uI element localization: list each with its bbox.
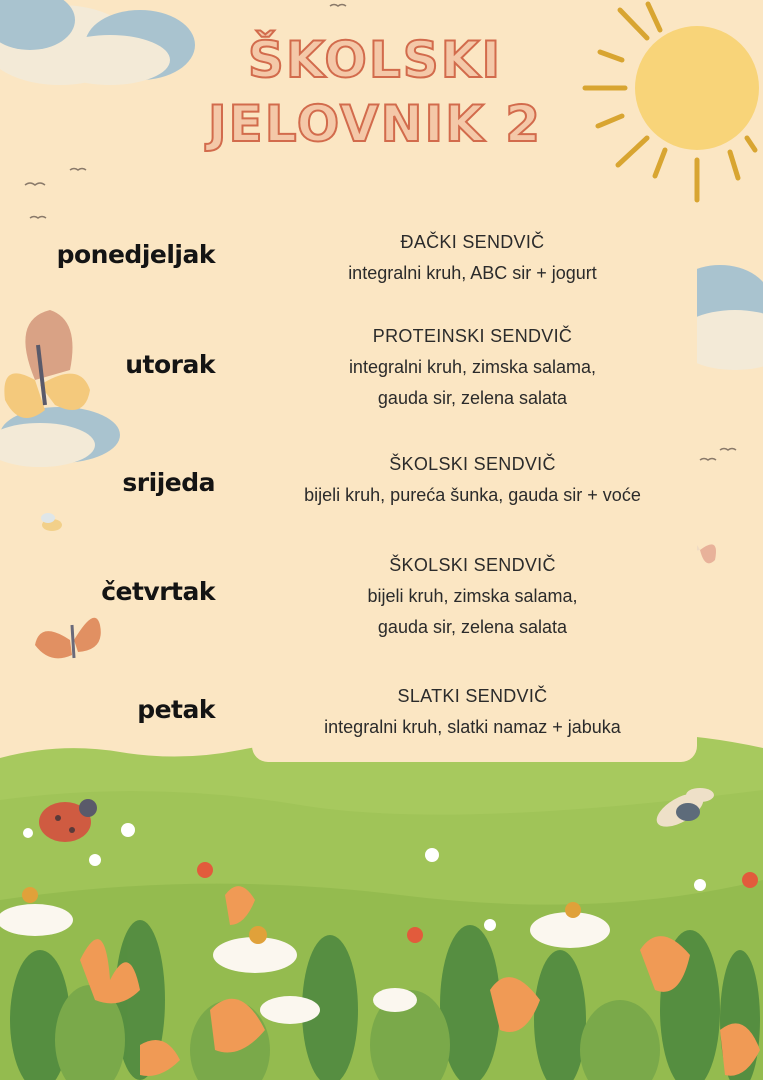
- meal-description: integralni kruh, slatki namaz + jabuka: [324, 717, 621, 737]
- meal-description: gauda sir, zelena salata: [377, 617, 568, 637]
- meal-thursday: [260, 550, 685, 643]
- meal-description: integralni kruh, zimska salama,: [348, 357, 597, 377]
- sun-icon: [585, 4, 759, 200]
- meal-description: integralni kruh, ABC sir + jogurt: [348, 263, 597, 283]
- meal-monday: [260, 227, 685, 289]
- day-label-tuesday: utorak: [125, 350, 215, 379]
- meal-name: ŠKOLSKI SENDVIČ: [389, 555, 556, 575]
- day-label-wednesday: srijeda: [122, 468, 215, 497]
- meal-description: bijeli kruh, pureća šunka, gauda sir + voće: [304, 485, 641, 505]
- day-label-thursday: četvrtak: [101, 577, 215, 606]
- title-line-2: JELOVNIK 2: [207, 95, 543, 153]
- title-line-1: ŠKOLSKI: [247, 31, 503, 89]
- cloud-icon: [0, 407, 120, 467]
- meal-name: ĐAČKI SENDVIČ: [400, 232, 545, 252]
- bee-icon: [41, 513, 62, 531]
- meal-description: gauda sir, zelena salata: [377, 388, 568, 408]
- meal-wednesday: [260, 449, 685, 511]
- meal-name: ŠKOLSKI SENDVIČ: [389, 454, 556, 474]
- meal-name: SLATKI SENDVIČ: [397, 686, 548, 706]
- day-label-monday: ponedjeljak: [56, 240, 215, 269]
- page-title: [150, 28, 600, 156]
- day-label-friday: petak: [137, 695, 215, 724]
- meal-friday: [260, 681, 685, 743]
- meal-description: bijeli kruh, zimska salama,: [367, 586, 578, 606]
- butterfly-icon: [35, 618, 101, 659]
- meal-name: PROTEINSKI SENDVIČ: [372, 326, 573, 346]
- meal-tuesday: [260, 321, 685, 414]
